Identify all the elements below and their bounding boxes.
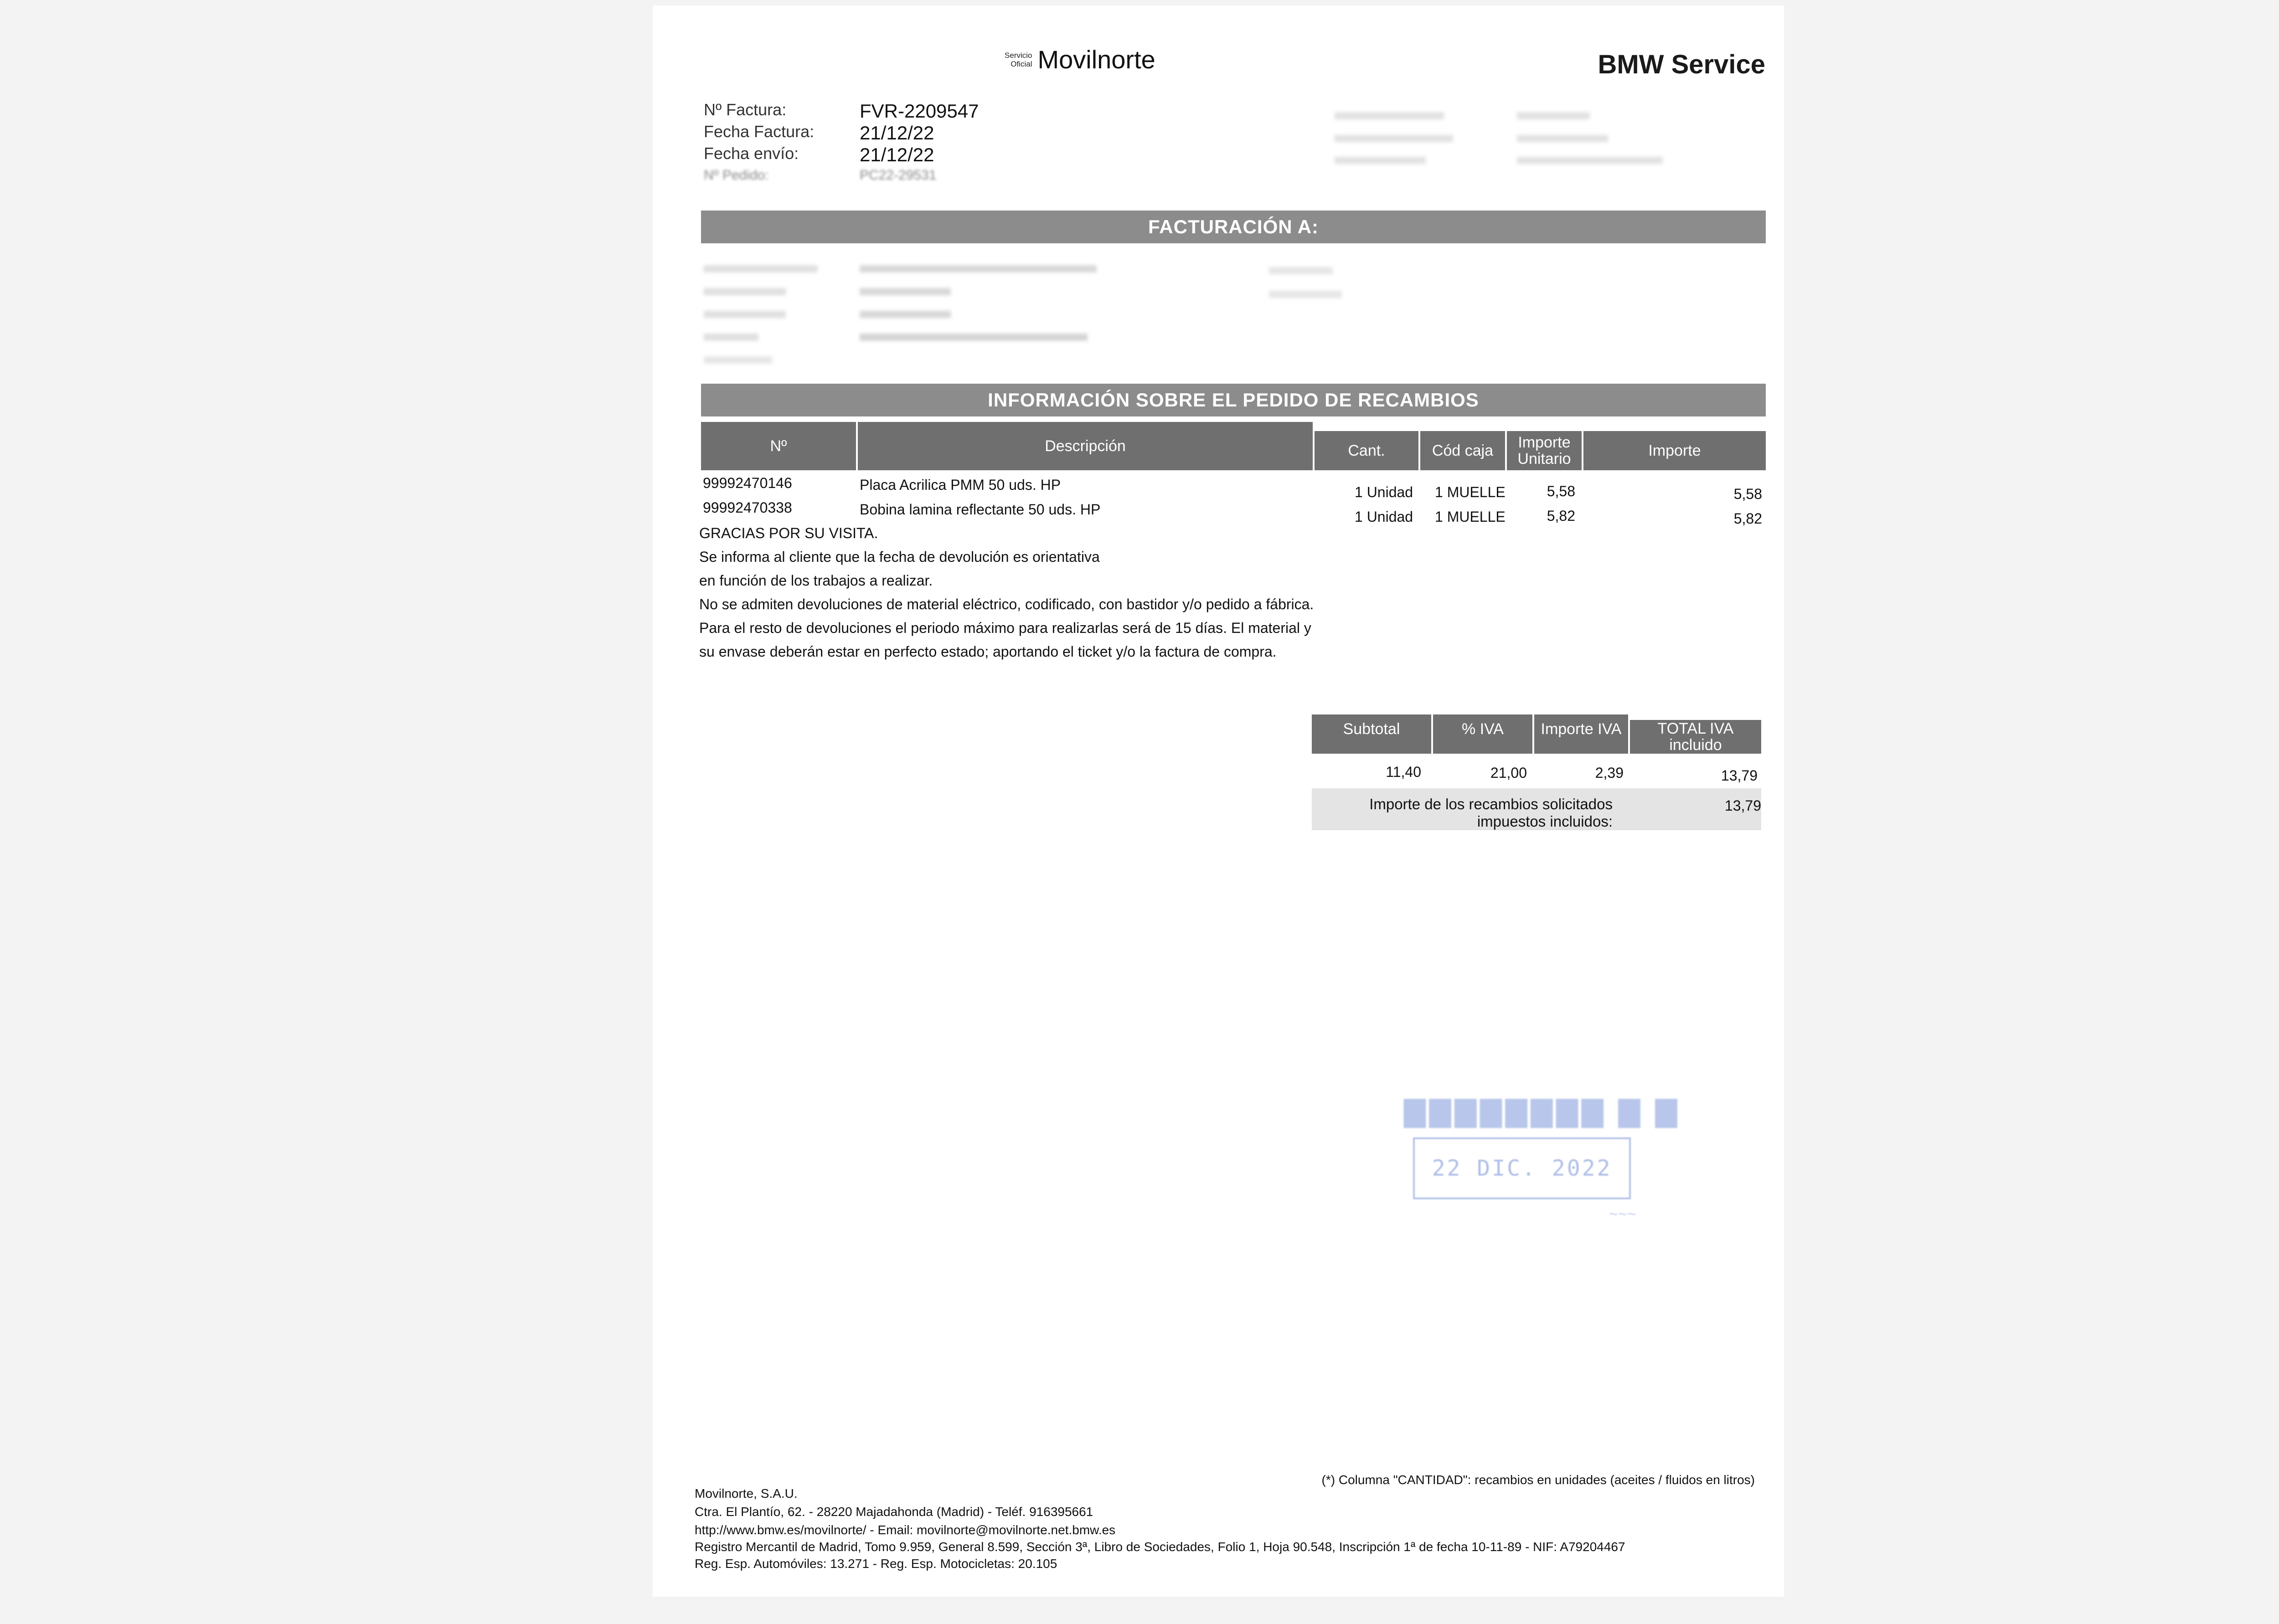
dealer-logo	[1005, 45, 1155, 74]
billing-section-bar	[701, 211, 1766, 243]
brand-small-text	[1005, 51, 1032, 68]
col-header-amount: Importe	[1583, 431, 1766, 470]
table-row-1-amount: 5,58	[1733, 486, 1762, 502]
final-amount-label	[1312, 796, 1613, 830]
footer-web: http://www.bmw.es/movilnorte/ - Email: movilnorte@movilnorte.net.bmw.es	[695, 1523, 1116, 1537]
summary-iva-amount-value: 2,39	[1595, 765, 1624, 781]
note-line: su envase deberán estar en perfecto estado; aportando el ticket y/o la factura de compra.	[699, 643, 1277, 660]
col-header-qty: Cant.	[1315, 431, 1418, 470]
notes-block	[699, 521, 1346, 663]
summary-subtotal-value: 11,40	[1386, 764, 1421, 780]
invoice-number-label: Nº Factura:	[704, 100, 787, 119]
send-date-label: Fecha envío:	[704, 144, 799, 163]
redacted-billing-block	[704, 261, 1752, 375]
table-row-1-unit: 5,58	[1547, 483, 1575, 499]
received-stamp	[1413, 1137, 1631, 1199]
summary-header-iva-pct: % IVA	[1433, 714, 1532, 754]
col-header-num: Nº	[701, 422, 856, 470]
send-date-value: 21/12/22	[860, 144, 934, 165]
footer-quantity-note: (*) Columna "CANTIDAD": recambios en unidades (aceites / fluidos en litros)	[1321, 1473, 1755, 1487]
brand-small-line1: Servicio	[1005, 51, 1032, 60]
col-header-description: Descripción	[858, 422, 1313, 470]
table-row-1-qty: 1 Unidad	[1355, 484, 1413, 500]
footer-company-info	[695, 1485, 1625, 1573]
order-number-label: Nº Pedido:	[704, 168, 769, 183]
billing-title: FACTURACIÓN A:	[1148, 216, 1319, 237]
footer-registry: Registro Mercantil de Madrid, Tomo 9.959, General 8.599, Sección 3ª, Libro de Sociedades, Folio 1, Hoja 90.548, Inscripción 1ª de fecha 10-11-89 - NIF: A79204467	[695, 1540, 1625, 1554]
final-label-line2: impuestos incluidos:	[1477, 813, 1613, 830]
stamp-date: 22 DIC. 2022	[1432, 1156, 1612, 1181]
redacted-meta-block	[1335, 109, 1663, 169]
table-row-2-box: 1 MUELLE	[1435, 509, 1506, 525]
total-header-line1: TOTAL IVA	[1657, 720, 1734, 737]
table-row-1-num: 99992470146	[703, 475, 792, 491]
table-row-2-description: Bobina lamina reflectante 50 uds. HP	[860, 501, 1101, 518]
table-row-2-unit: 5,82	[1547, 508, 1575, 524]
note-line: en función de los trabajos a realizar.	[699, 572, 933, 589]
footer-address: Ctra. El Plantío, 62. - 28220 Majadahonda (Madrid) - Teléf. 916395661	[695, 1505, 1093, 1519]
summary-iva-pct-value: 21,00	[1490, 765, 1527, 781]
summary-total-value: 13,79	[1721, 767, 1758, 784]
note-line: Para el resto de devoluciones el periodo máximo para realizarlas será de 15 días. El material y	[699, 620, 1311, 636]
note-line: No se admiten devoluciones de material eléctrico, codificado, con bastidor y/o pedido a fábrica.	[699, 596, 1314, 612]
invoice-page	[653, 5, 1784, 1597]
col-header-unit-price	[1507, 431, 1582, 470]
footer-reg-esp: Reg. Esp. Automóviles: 13.271 - Reg. Esp. Motocicletas: 20.105	[695, 1557, 1057, 1571]
unit-price-line1: Importe	[1518, 434, 1571, 451]
table-row-1-box: 1 MUELLE	[1435, 484, 1506, 500]
summary-header-iva-amount: Importe IVA	[1534, 714, 1628, 754]
final-label-line1: Importe de los recambios solicitados	[1369, 796, 1613, 812]
summary-header-total	[1630, 720, 1761, 754]
summary-header-subtotal: Subtotal	[1312, 714, 1431, 754]
table-row-2-amount: 5,82	[1733, 510, 1762, 527]
table-row-2-num: 99992470338	[703, 499, 792, 516]
final-amount-value: 13,79	[1724, 797, 1761, 814]
order-number-value: PC22-29531	[860, 168, 937, 183]
stamp-company-mark: ▇▇▇▇▇▇▇▇ ▇ ▇	[1404, 1096, 1681, 1127]
note-line: Se informa al cliente que la fecha de devolución es orientativa	[699, 549, 1100, 565]
table-row-2-qty: 1 Unidad	[1355, 509, 1413, 525]
unit-price-line2: Unitario	[1517, 450, 1571, 468]
table-row-1-description: Placa Acrilica PMM 50 uds. HP	[860, 477, 1061, 493]
stamp-signature-mark: ~~~	[1609, 1206, 1636, 1223]
order-title: INFORMACIÓN SOBRE EL PEDIDO DE RECAMBIOS	[988, 389, 1479, 411]
invoice-number-value: FVR-2209547	[860, 100, 979, 122]
service-name: BMW Service	[1598, 50, 1765, 79]
footer-company: Movilnorte, S.A.U.	[695, 1486, 798, 1501]
invoice-date-value: 21/12/22	[860, 122, 934, 144]
order-section-bar	[701, 384, 1766, 416]
brand-name: Movilnorte	[1037, 45, 1155, 74]
invoice-date-label: Fecha Factura:	[704, 122, 815, 141]
note-line: GRACIAS POR SU VISITA.	[699, 525, 878, 541]
brand-small-line2: Oficial	[1011, 59, 1032, 68]
total-header-line2: incluido	[1669, 736, 1722, 754]
col-header-box: Cód caja	[1420, 431, 1505, 470]
